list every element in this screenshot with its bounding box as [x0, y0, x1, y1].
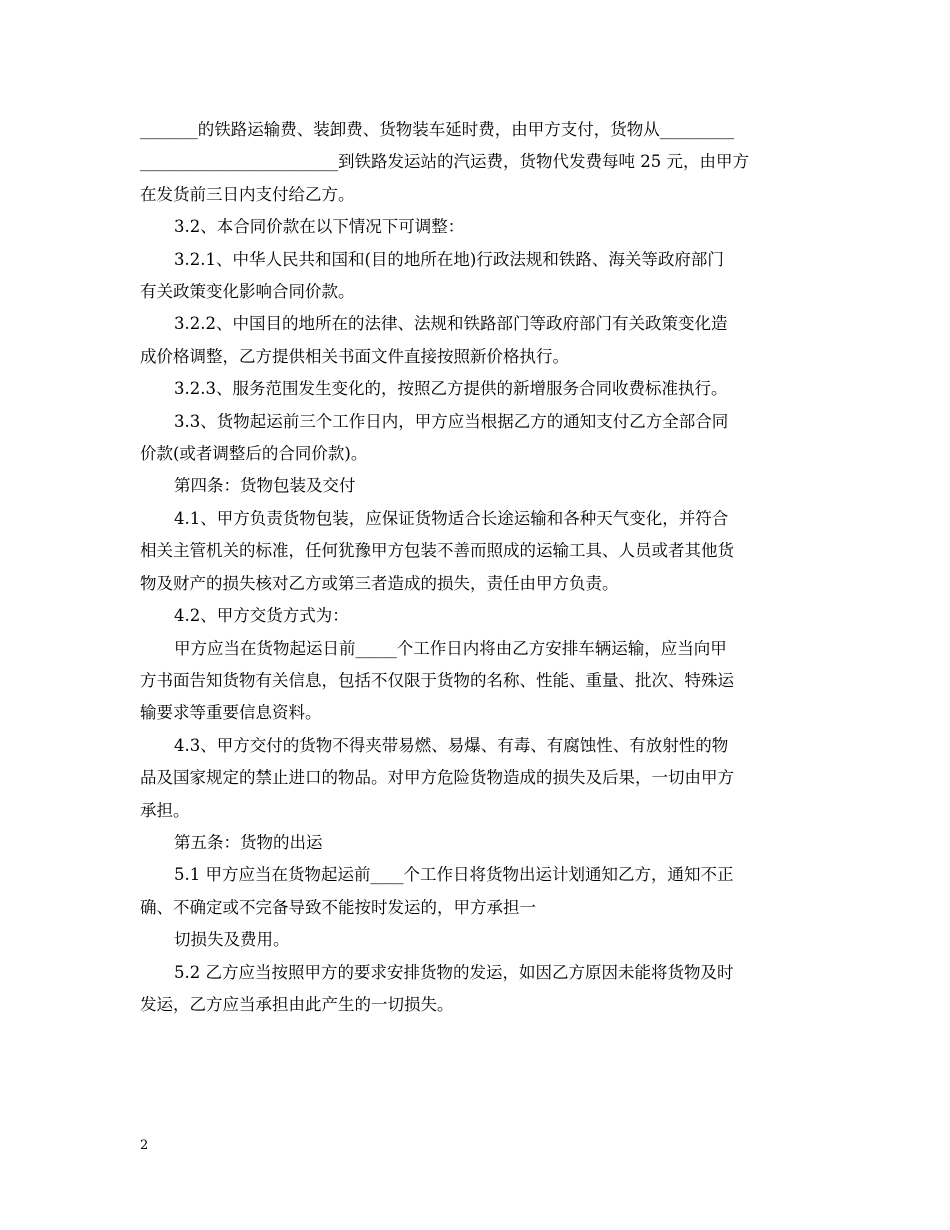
- page-number: 2: [140, 1138, 149, 1153]
- text-line: ________________________到铁路发运站的汽运费，货物代发费每吨 25 元，由甲方: [140, 152, 749, 172]
- text-line: 3.3、货物起运前三个工作日内，甲方应当根据乙方的通知支付乙方全部合同: [174, 411, 729, 431]
- text-line: 方书面告知货物有关信息，包括不仅限于货物的名称、性能、重量、批次、特殊运: [140, 670, 734, 690]
- text-line: 有关政策变化影响合同价款。: [140, 282, 355, 302]
- text-line: 品及国家规定的禁止进口的物品。对甲方危险货物造成的损失及后果，一切由甲方: [140, 768, 734, 788]
- clause-heading-3-2: 3.2、本合同价款在以下情况下可调整：: [174, 217, 465, 237]
- text-line: 确、不确定或不完备导致不能按时发运的，甲方承担一: [140, 897, 536, 917]
- text-line: 3.2.3、服务范围发生变化的，按照乙方提供的新增服务合同收费标准执行。: [174, 379, 728, 399]
- article-heading-5: 第五条：货物的出运: [174, 832, 323, 852]
- text-line: 切损失及费用。: [174, 930, 290, 950]
- text-line: 3.2.2、中国目的地所在的法律、法规和铁路部门等政府部门有关政策变化造: [174, 314, 728, 334]
- text-line: 在发货前三日内支付给乙方。: [140, 184, 355, 204]
- text-line: 价款(或者调整后的合同价款)。: [140, 444, 368, 464]
- text-line: 发运，乙方应当承担由此产生的一切损失。: [140, 994, 454, 1014]
- text-line: 5.2 乙方应当按照甲方的要求安排货物的发运，如因乙方原因未能将货物及时: [174, 962, 734, 982]
- text-line: 成价格调整，乙方提供相关书面文件直接按照新价格执行。: [140, 346, 569, 366]
- text-line: 4.1、甲方负责货物包装，应保证货物适合长途运输和各种天气变化，并符合: [174, 508, 729, 528]
- document-body: [140, 114, 812, 1021]
- article-heading-4: 第四条：货物包装及交付: [174, 476, 356, 496]
- text-line: 甲方应当在货物起运日前_____个工作日内将由乙方安排车辆运输，应当向甲: [174, 638, 727, 658]
- text-line: 承担。: [140, 800, 190, 820]
- text-line: _______的铁路运输费、装卸费、货物装车延时费，由甲方支付，货物从_________: [140, 120, 734, 139]
- text-line: 4.3、甲方交付的货物不得夹带易燃、易爆、有毒、有腐蚀性、有放射性的物: [174, 735, 729, 755]
- text-line: 物及财产的损失核对乙方或第三者造成的损失，责任由甲方负责。: [140, 573, 619, 593]
- text-line: 3.2.1、中华人民共和国和(目的地所在地)行政法规和铁路、海关等政府部门: [174, 249, 724, 269]
- text-line: 5.1 甲方应当在货物起运前____个工作日将货物出运计划通知乙方，通知不正: [174, 865, 734, 885]
- text-line: 输要求等重要信息资料。: [140, 703, 322, 723]
- text-line: 相关主管机关的标准，任何犹豫甲方包装不善而照成的运输工具、人员或者其他货: [140, 541, 734, 561]
- clause-heading-4-2: 4.2、甲方交货方式为：: [174, 606, 349, 626]
